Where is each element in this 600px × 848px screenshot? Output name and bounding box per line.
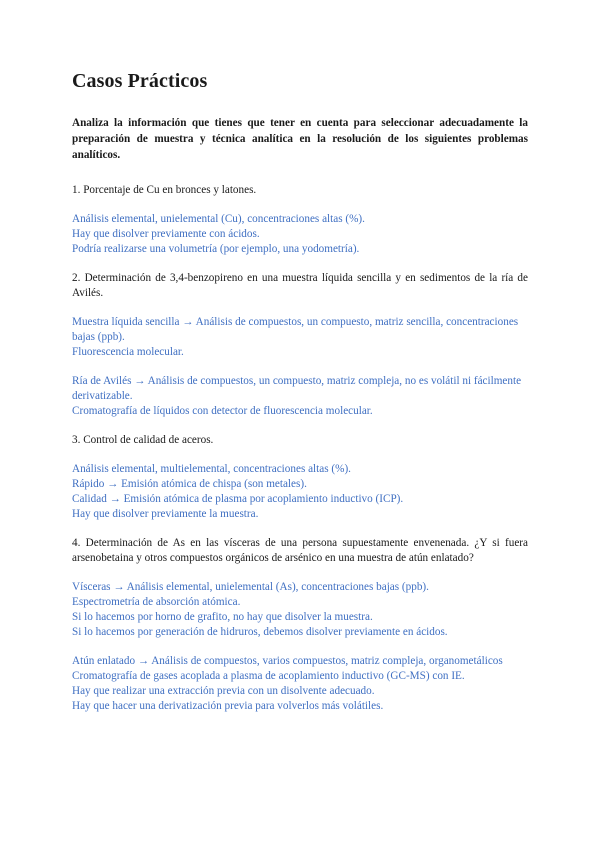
- answer-line: Muestra líquida sencilla → Análisis de compuestos, un compuesto, matriz sencilla, concentraciones bajas (ppb).: [72, 316, 519, 343]
- answer-line: Hay que realizar una extracción previa con un disolvente adecuado.: [72, 685, 375, 697]
- intro-paragraph: Analiza la información que tienes que tener en cuenta para seleccionar adecuadamente la preparación de muestra y técnica analítica en la resolución de los siguientes problemas analíticos.: [72, 117, 528, 161]
- answer-line: Hay que hacer una derivatización previa para volverlos más volátiles.: [72, 700, 384, 712]
- answer-block: [72, 374, 528, 419]
- answer-line: Fluorescencia molecular.: [72, 346, 184, 358]
- answer-block: [72, 580, 528, 640]
- answer-line: Espectrometría de absorción atómica.: [72, 596, 241, 608]
- answer-line: Si lo hacemos por horno de grafito, no hay que disolver la muestra.: [72, 611, 373, 623]
- answer-block: [72, 654, 528, 714]
- answer-line: Si lo hacemos por generación de hidruros, debemos disolver previamente en ácidos.: [72, 626, 448, 638]
- answer-line: Ría de Avilés → Análisis de compuestos, un compuesto, matriz compleja, no es volátil ni fácilmente derivatizable.: [72, 375, 522, 402]
- case-3: [72, 433, 528, 522]
- answer-block: [72, 212, 528, 257]
- answer-line: Calidad → Emisión atómica de plasma por acoplamiento inductivo (ICP).: [72, 493, 404, 505]
- case-4: [72, 536, 528, 714]
- answer-block: [72, 315, 528, 360]
- answer-line: Análisis elemental, unielemental (Cu), concentraciones altas (%).: [72, 213, 365, 225]
- answer-line: Hay que disolver previamente la muestra.: [72, 508, 259, 520]
- case-question: 4. Determinación de As en las vísceras de una persona supuestamente envenenada. ¿Y si fuera arsenobetaina y otros compuestos orgánicos de arsénico en una muestra de atún enlatado?: [72, 537, 528, 564]
- answer-line: Hay que disolver previamente con ácidos.: [72, 228, 260, 240]
- page-title: Casos Prácticos: [72, 70, 208, 92]
- answer-line: Análisis elemental, multielemental, concentraciones altas (%).: [72, 463, 351, 475]
- case-question: 2. Determinación de 3,4-benzopireno en una muestra líquida sencilla y en sedimentos de la ría de Avilés.: [72, 272, 528, 299]
- case-question: 3. Control de calidad de aceros.: [72, 434, 214, 446]
- answer-block: [72, 462, 528, 522]
- case-2: [72, 271, 528, 419]
- answer-line: Podría realizarse una volumetría (por ejemplo, una yodometría).: [72, 243, 360, 255]
- answer-line: Cromatografía de líquidos con detector de fluorescencia molecular.: [72, 405, 373, 417]
- answer-line: Cromatografía de gases acoplada a plasma de acoplamiento inductivo (GC-MS) con IE.: [72, 670, 465, 682]
- case-question: 1. Porcentaje de Cu en bronces y latones.: [72, 184, 257, 196]
- case-1: [72, 183, 528, 257]
- answer-line: Atún enlatado → Análisis de compuestos, varios compuestos, matriz compleja, organometálicos: [72, 655, 503, 667]
- answer-line: Vísceras → Análisis elemental, unielemental (As), concentraciones bajas (ppb).: [72, 581, 429, 593]
- answer-line: Rápido → Emisión atómica de chispa (son metales).: [72, 478, 307, 490]
